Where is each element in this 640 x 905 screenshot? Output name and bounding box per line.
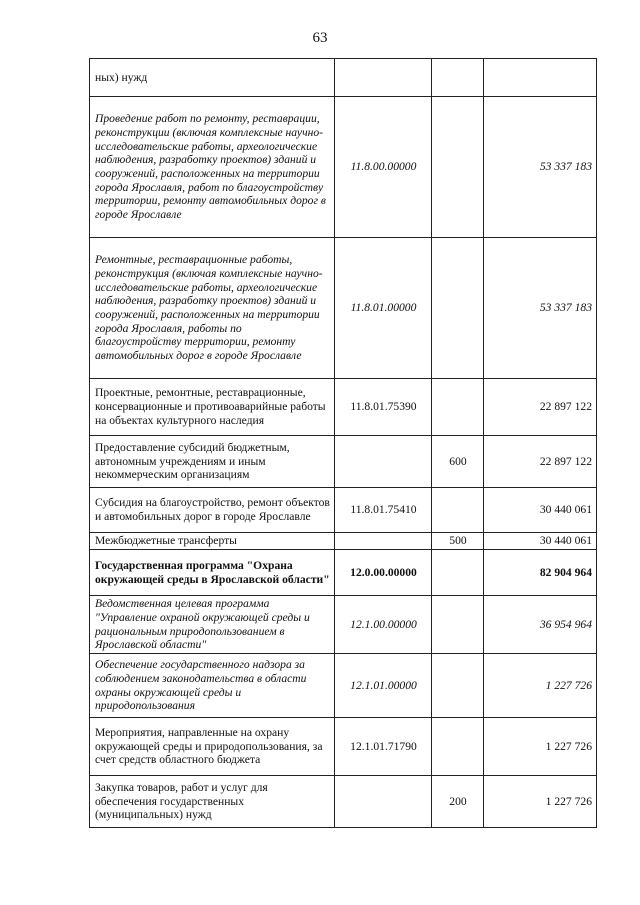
table-row — [90, 436, 597, 488]
table-row — [90, 718, 597, 776]
row-sum: 30 440 061 — [484, 488, 597, 533]
row-sum: 1 227 726 — [484, 718, 597, 776]
row-name: Субсидия на благоустройство, ремонт объектов и автомобильных дорог в городе Ярославле — [90, 488, 335, 533]
row-expense-type — [432, 97, 484, 238]
row-name: Проведение работ по ремонту, реставрации, реконструкции (включая комплексные научно-исследовательские работы, археологические наблюдения, разработку проектов) зданий и сооружений, расположенных на территории города Ярославля, работ по благоустройству территории, ремонту автомобильных дорог в городе Ярославле — [90, 97, 335, 238]
row-sum: 1 227 726 — [484, 776, 597, 828]
table-row — [90, 488, 597, 533]
row-code: 11.8.00.00000 — [335, 97, 432, 238]
row-code — [335, 436, 432, 488]
row-expense-type: 500 — [432, 533, 484, 550]
row-expense-type — [432, 596, 484, 654]
row-code: 12.0.00.00000 — [335, 550, 432, 596]
table-row — [90, 379, 597, 436]
row-code — [335, 533, 432, 550]
row-sum: 1 227 726 — [484, 654, 597, 718]
row-code: 12.1.01.71790 — [335, 718, 432, 776]
row-expense-type — [432, 718, 484, 776]
row-code — [335, 776, 432, 828]
row-expense-type: 200 — [432, 776, 484, 828]
row-name: Межбюджетные трансферты — [90, 533, 335, 550]
table-row — [90, 97, 597, 238]
row-expense-type — [432, 654, 484, 718]
row-sum — [484, 59, 597, 97]
row-name: Ремонтные, реставрационные работы, реконструкция (включая комплексные научно-исследовательские работы, археологические наблюдения, разработку проектов) зданий и сооружений, расположенных на территории города Ярославля, работы по благоустройству территории, ремонту автомобильных дорог в городе Ярославле — [90, 238, 335, 379]
table-row — [90, 238, 597, 379]
row-code: 11.8.01.00000 — [335, 238, 432, 379]
table-row — [90, 533, 597, 550]
row-sum: 53 337 183 — [484, 97, 597, 238]
row-expense-type — [432, 379, 484, 436]
row-name: ных) нужд — [90, 59, 335, 97]
row-expense-type: 600 — [432, 436, 484, 488]
row-name: Предоставление субсидий бюджетным, автономным учреждениям и иным некоммерческим организациям — [90, 436, 335, 488]
row-code: 12.1.00.00000 — [335, 596, 432, 654]
table-row — [90, 596, 597, 654]
row-code: 11.8.01.75390 — [335, 379, 432, 436]
row-expense-type — [432, 488, 484, 533]
row-sum: 82 904 964 — [484, 550, 597, 596]
row-name: Обеспечение государственного надзора за соблюдением законодательства в области охраны окружающей среды и природопользования — [90, 654, 335, 718]
row-expense-type — [432, 238, 484, 379]
row-name: Ведомственная целевая программа "Управление охраной окружающей среды и рациональным природопользованием в Ярославской области" — [90, 596, 335, 654]
row-sum: 36 954 964 — [484, 596, 597, 654]
row-sum: 30 440 061 — [484, 533, 597, 550]
table-row — [90, 654, 597, 718]
row-sum: 22 897 122 — [484, 379, 597, 436]
row-sum: 22 897 122 — [484, 436, 597, 488]
row-expense-type — [432, 550, 484, 596]
row-name: Мероприятия, направленные на охрану окружающей среды и природопользования, за счет средств областного бюджета — [90, 718, 335, 776]
row-code — [335, 59, 432, 97]
row-code: 12.1.01.00000 — [335, 654, 432, 718]
row-code: 11.8.01.75410 — [335, 488, 432, 533]
table-row — [90, 59, 597, 97]
row-name: Государственная программа "Охрана окружающей среды в Ярославской области" — [90, 550, 335, 596]
row-name: Проектные, ремонтные, реставрационные, консервационные и противоаварийные работы на объектах культурного наследия — [90, 379, 335, 436]
row-name: Закупка товаров, работ и услуг для обеспечения государственных (муниципальных) нужд — [90, 776, 335, 828]
page-number: 63 — [312, 30, 328, 46]
row-sum: 53 337 183 — [484, 238, 597, 379]
row-expense-type — [432, 59, 484, 97]
table-row — [90, 550, 597, 596]
table-row — [90, 776, 597, 828]
budget-table — [89, 58, 597, 828]
